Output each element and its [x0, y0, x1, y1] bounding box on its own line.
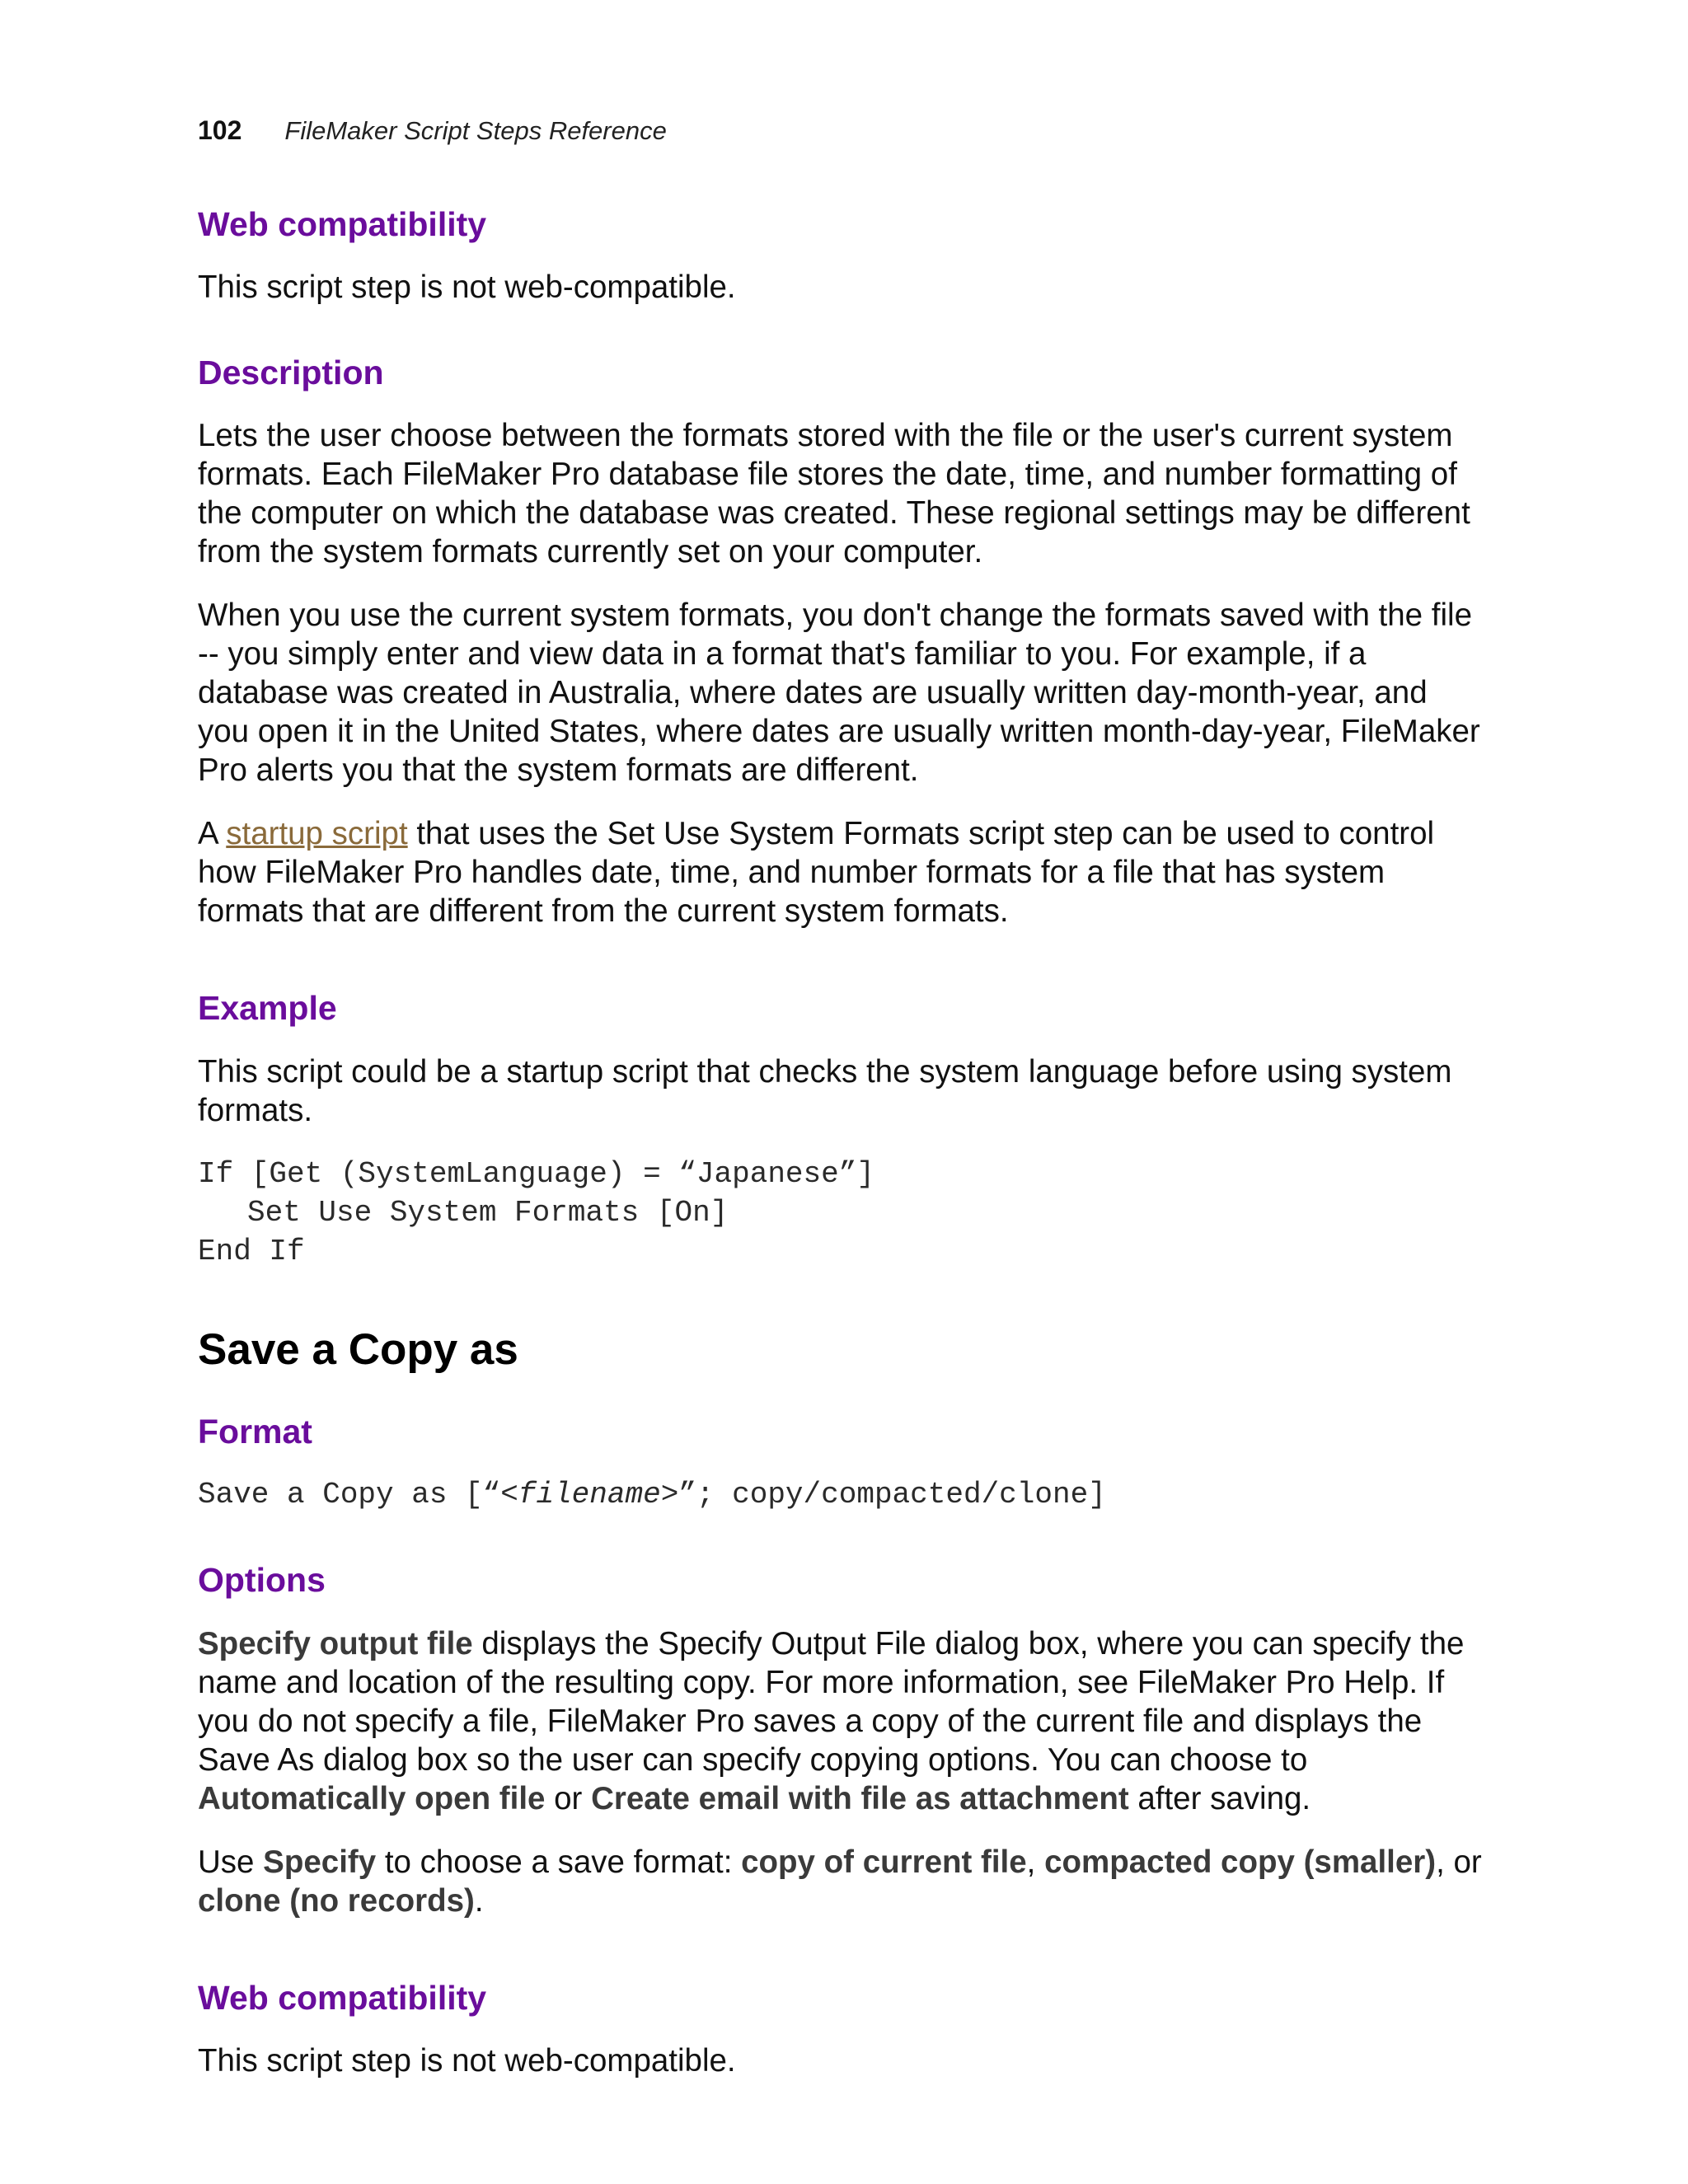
format-parameter: <filename>	[500, 1478, 679, 1512]
web-compatibility-heading-2: Web compatibility	[198, 1978, 487, 2017]
code-line-3: End If	[198, 1234, 305, 1268]
description-p3-suffix: that uses the Set Use System Formats script step can be used to control how FileMaker Pro handles date, time, and number formats for a file that has system formats that are different from the current system formats.	[198, 816, 1435, 930]
create-email-term: Create email with file as attachment	[591, 1780, 1129, 1816]
description-paragraph-2: When you use the current system formats, you don't change the formats saved with the file -- you simply enter and view data in a format that's familiar to you. For example, if a database was created in Australia, where dates are usually written day-month-year, and you open it in the United States, where dates are usually written month-day-year, FileMaker Pro alerts you that the system formats are different.	[198, 598, 1480, 789]
description-paragraph-1: Lets the user choose between the formats stored with the file or the user's current system formats. Each FileMaker Pro database file stores the date, time, and number formatting of the computer on which the database was created. These regional settings may be different from the system formats currently set on your computer.	[198, 418, 1470, 570]
automatically-open-file-term: Automatically open file	[198, 1780, 546, 1816]
example-heading: Example	[198, 989, 337, 1028]
document-page	[198, 115, 1484, 2126]
format-section	[198, 1412, 1484, 1514]
code-line-1: If [Get (SystemLanguage) = “Japanese”]	[198, 1156, 874, 1191]
running-header	[198, 115, 1484, 152]
format-suffix: ”; copy/compacted/clone]	[678, 1478, 1106, 1512]
options-p2-text-2: to choose a save format:	[376, 1844, 742, 1880]
options-p2-text-3: ,	[1026, 1844, 1045, 1880]
format-prefix: Save a Copy as [“	[198, 1478, 501, 1512]
options-p2-text-4: , or	[1436, 1844, 1482, 1880]
web-compatibility-text-2: This script step is not web-compatible.	[198, 2042, 736, 2079]
compacted-copy-term: compacted copy (smaller)	[1044, 1844, 1437, 1880]
specify-term: Specify	[263, 1844, 377, 1880]
options-paragraph-2	[198, 1843, 1484, 1920]
script-step-title: Save a Copy as	[198, 1324, 518, 1374]
example-code-block	[198, 1155, 1484, 1271]
format-syntax	[198, 1475, 1484, 1514]
options-paragraph-1	[198, 1624, 1484, 1818]
web-compatibility-section	[198, 204, 1484, 307]
description-section	[198, 353, 1484, 930]
code-line-2: Set Use System Formats [On]	[247, 1195, 729, 1230]
description-p3-prefix: A	[198, 816, 227, 852]
example-section	[198, 988, 1484, 1270]
options-heading: Options	[198, 1561, 326, 1600]
running-title: FileMaker Script Steps Reference	[284, 116, 667, 145]
startup-script-link[interactable]: startup script	[226, 816, 408, 852]
web-compatibility-section-2	[198, 1978, 1484, 2080]
options-p1-text-2: or	[545, 1780, 592, 1816]
example-text: This script could be a startup script that checks the system language before using system formats.	[198, 1053, 1452, 1128]
options-section	[198, 1560, 1484, 1919]
web-compatibility-text: This script step is not web-compatible.	[198, 269, 736, 306]
options-p2-text-1: Use	[198, 1844, 264, 1880]
web-compatibility-heading: Web compatibility	[198, 205, 487, 243]
description-paragraph-3	[198, 814, 1484, 930]
options-p1-text-3: after saving.	[1128, 1780, 1311, 1816]
page-number: 102	[198, 115, 242, 145]
description-heading: Description	[198, 354, 384, 392]
clone-term: clone (no records)	[198, 1882, 475, 1919]
copy-of-current-file-term: copy of current file	[741, 1844, 1027, 1880]
specify-output-file-term: Specify output file	[198, 1625, 473, 1661]
options-p1-text-1: displays the Specify Output File dialog box, where you can specify the name and location of the resulting copy. For more information, see FileMaker Pro Help. If you do not specify a file, FileMaker Pro saves a copy of the current file and displays the Save As dialog box so the user can specify copying options. You can choose to	[198, 1625, 1465, 1778]
format-heading: Format	[198, 1413, 312, 1451]
options-p2-text-5: .	[474, 1882, 484, 1919]
